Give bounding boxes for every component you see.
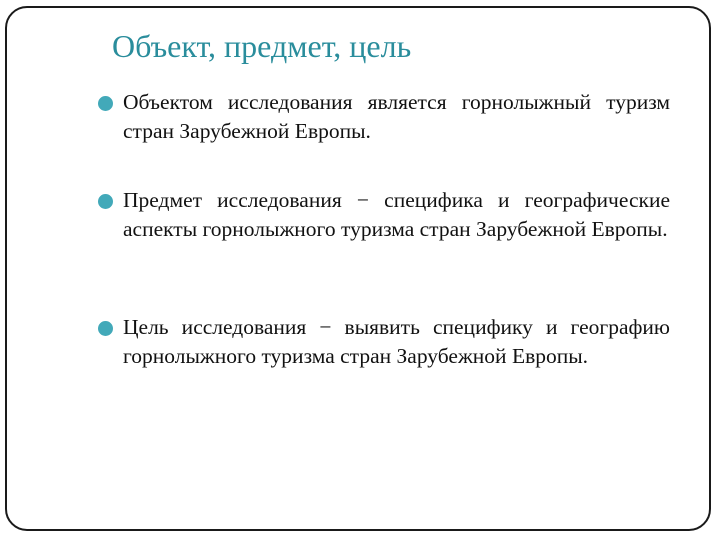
bullet-text-subject: Предмет исследования − специфика и географические аспекты горнолыжного туризма стран Зарубежной Европы. [123,188,670,241]
round-bullet-icon [98,321,113,336]
bullet-text-object: Объектом исследования является горнолыжный туризм стран Зарубежной Европы. [123,90,670,143]
round-bullet-icon [98,96,113,111]
bullet-text-goal: Цель исследования − выявить специфику и географию горнолыжного туризма стран Зарубежной Европы. [123,315,670,368]
round-bullet-icon [98,194,113,209]
slide-title: Объект, предмет, цель [112,28,412,64]
slide-frame [5,6,711,531]
